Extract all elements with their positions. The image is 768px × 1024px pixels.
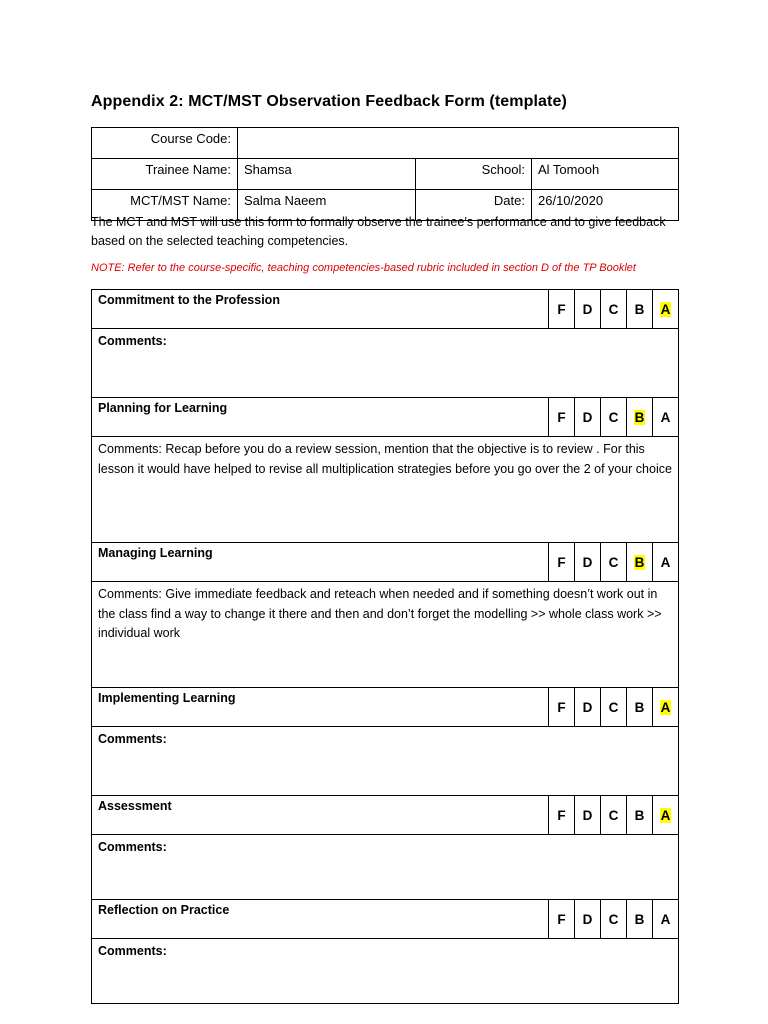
grade-a-label: A bbox=[660, 554, 671, 570]
grade-b-label: B bbox=[634, 699, 645, 715]
course-code-label: Course Code: bbox=[92, 128, 238, 159]
grade-f-cell[interactable] bbox=[549, 290, 575, 329]
grade-f-label: F bbox=[557, 409, 566, 425]
trainee-name-label: Trainee Name: bbox=[92, 159, 238, 190]
grade-f-cell[interactable] bbox=[549, 688, 575, 727]
grade-f-label: F bbox=[557, 699, 566, 715]
comments-field[interactable] bbox=[92, 582, 679, 688]
competency-comment-row-implementing-learning bbox=[92, 727, 679, 796]
date-field[interactable]: 26/10/2020 bbox=[532, 190, 679, 221]
grade-a-cell[interactable] bbox=[653, 688, 679, 727]
comments-field[interactable] bbox=[92, 835, 679, 900]
comments-label: Comments: bbox=[98, 334, 167, 348]
rubric-note: NOTE: Refer to the course-specific, teaching competencies-based rubric included in section D of the TP Booklet bbox=[91, 262, 636, 274]
grade-d-cell[interactable] bbox=[575, 290, 601, 329]
grade-f-label: F bbox=[557, 554, 566, 570]
grade-c-cell[interactable] bbox=[601, 900, 627, 939]
competency-header-managing-learning bbox=[92, 543, 679, 582]
grade-b-cell[interactable] bbox=[627, 688, 653, 727]
comments-field[interactable] bbox=[92, 939, 679, 1004]
competency-header-planning-for-learning bbox=[92, 398, 679, 437]
grade-c-label: C bbox=[608, 699, 619, 715]
mct-mst-name-label: MCT/MST Name: bbox=[92, 190, 238, 221]
competency-comment-row-assessment bbox=[92, 835, 679, 900]
info-table bbox=[91, 127, 679, 221]
grade-f-label: F bbox=[557, 807, 566, 823]
grade-b-cell[interactable] bbox=[627, 900, 653, 939]
competency-name: Managing Learning bbox=[92, 543, 549, 582]
grade-b-label: B bbox=[634, 911, 645, 927]
grade-a-cell[interactable] bbox=[653, 398, 679, 437]
grade-a-cell[interactable] bbox=[653, 543, 679, 582]
grade-a-cell[interactable] bbox=[653, 290, 679, 329]
trainee-row bbox=[92, 159, 679, 190]
grade-c-cell[interactable] bbox=[601, 398, 627, 437]
grade-b-label: B bbox=[634, 301, 645, 317]
grade-a-label: A bbox=[660, 807, 671, 823]
grade-f-cell[interactable] bbox=[549, 796, 575, 835]
mct-mst-name-field[interactable]: Salma Naeem bbox=[238, 190, 416, 221]
comments-label: Comments: bbox=[98, 944, 167, 958]
comments-label: Comments: bbox=[98, 442, 162, 456]
grade-d-label: D bbox=[582, 699, 593, 715]
school-field[interactable]: Al Tomooh bbox=[532, 159, 679, 190]
date-label: Date: bbox=[416, 190, 532, 221]
grade-c-cell[interactable] bbox=[601, 290, 627, 329]
grade-c-label: C bbox=[608, 301, 619, 317]
competency-comment-row-managing-learning bbox=[92, 582, 679, 688]
course-code-field[interactable] bbox=[238, 128, 679, 159]
grade-c-label: C bbox=[608, 807, 619, 823]
grade-d-label: D bbox=[582, 301, 593, 317]
grade-b-cell[interactable] bbox=[627, 398, 653, 437]
grade-f-cell[interactable] bbox=[549, 398, 575, 437]
comment-text: Recap before you do a review session, mention that the objective is to review . For this lesson it would have helped to revise all multiplication strategies before you go over the 2 of your choice bbox=[98, 442, 672, 476]
grade-d-label: D bbox=[582, 554, 593, 570]
comments-field[interactable] bbox=[92, 437, 679, 543]
grade-a-label: A bbox=[660, 301, 671, 317]
comments-field[interactable] bbox=[92, 727, 679, 796]
grade-d-cell[interactable] bbox=[575, 900, 601, 939]
grade-d-cell[interactable] bbox=[575, 543, 601, 582]
trainee-name-field[interactable]: Shamsa bbox=[238, 159, 416, 190]
school-label: School: bbox=[416, 159, 532, 190]
grade-b-cell[interactable] bbox=[627, 796, 653, 835]
grade-a-label: A bbox=[660, 409, 671, 425]
grade-c-cell[interactable] bbox=[601, 688, 627, 727]
form-title: Appendix 2: MCT/MST Observation Feedback Form (template) bbox=[91, 93, 567, 110]
grade-d-cell[interactable] bbox=[575, 796, 601, 835]
grade-a-label: A bbox=[660, 699, 671, 715]
competency-comment-row-reflection-on-practice bbox=[92, 939, 679, 1004]
grade-d-cell[interactable] bbox=[575, 688, 601, 727]
grade-f-cell[interactable] bbox=[549, 543, 575, 582]
grade-b-label: B bbox=[634, 554, 645, 570]
competency-name: Implementing Learning bbox=[92, 688, 549, 727]
competency-header-reflection-on-practice bbox=[92, 900, 679, 939]
comments-field[interactable] bbox=[92, 329, 679, 398]
competency-name: Planning for Learning bbox=[92, 398, 549, 437]
grade-f-label: F bbox=[557, 301, 566, 317]
comments-label: Comments: bbox=[98, 587, 162, 601]
grade-a-cell[interactable] bbox=[653, 900, 679, 939]
competency-name: Assessment bbox=[92, 796, 549, 835]
grade-d-cell[interactable] bbox=[575, 398, 601, 437]
comments-label: Comments: bbox=[98, 840, 167, 854]
grade-d-label: D bbox=[582, 807, 593, 823]
competencies-table bbox=[91, 289, 679, 1004]
competency-name: Reflection on Practice bbox=[92, 900, 549, 939]
grade-f-cell[interactable] bbox=[549, 900, 575, 939]
grade-b-cell[interactable] bbox=[627, 290, 653, 329]
grade-b-label: B bbox=[634, 409, 645, 425]
grade-d-label: D bbox=[582, 911, 593, 927]
grade-a-cell[interactable] bbox=[653, 796, 679, 835]
course-code-row bbox=[92, 128, 679, 159]
grade-a-label: A bbox=[660, 911, 671, 927]
competency-comment-row-planning-for-learning bbox=[92, 437, 679, 543]
grade-c-label: C bbox=[608, 554, 619, 570]
competency-header-commitment-to-the-profession bbox=[92, 290, 679, 329]
competency-header-implementing-learning bbox=[92, 688, 679, 727]
competency-comment-row-commitment-to-the-profession bbox=[92, 329, 679, 398]
grade-c-cell[interactable] bbox=[601, 543, 627, 582]
comment-text: Give immediate feedback and reteach when needed and if something doesn’t work out in the class find a way to change it there and then and don’t forget the modelling >> whole class work >> individual work bbox=[98, 587, 662, 640]
grade-f-label: F bbox=[557, 911, 566, 927]
grade-c-label: C bbox=[608, 409, 619, 425]
intro-paragraph: The MCT and MST will use this form to formally observe the trainee’s performance and to give feedback based on the selected teaching competencies. bbox=[91, 215, 666, 248]
grade-b-cell[interactable] bbox=[627, 543, 653, 582]
grade-b-label: B bbox=[634, 807, 645, 823]
competency-name: Commitment to the Profession bbox=[92, 290, 549, 329]
comments-label: Comments: bbox=[98, 732, 167, 746]
competency-header-assessment bbox=[92, 796, 679, 835]
grade-c-label: C bbox=[608, 911, 619, 927]
grade-c-cell[interactable] bbox=[601, 796, 627, 835]
grade-d-label: D bbox=[582, 409, 593, 425]
